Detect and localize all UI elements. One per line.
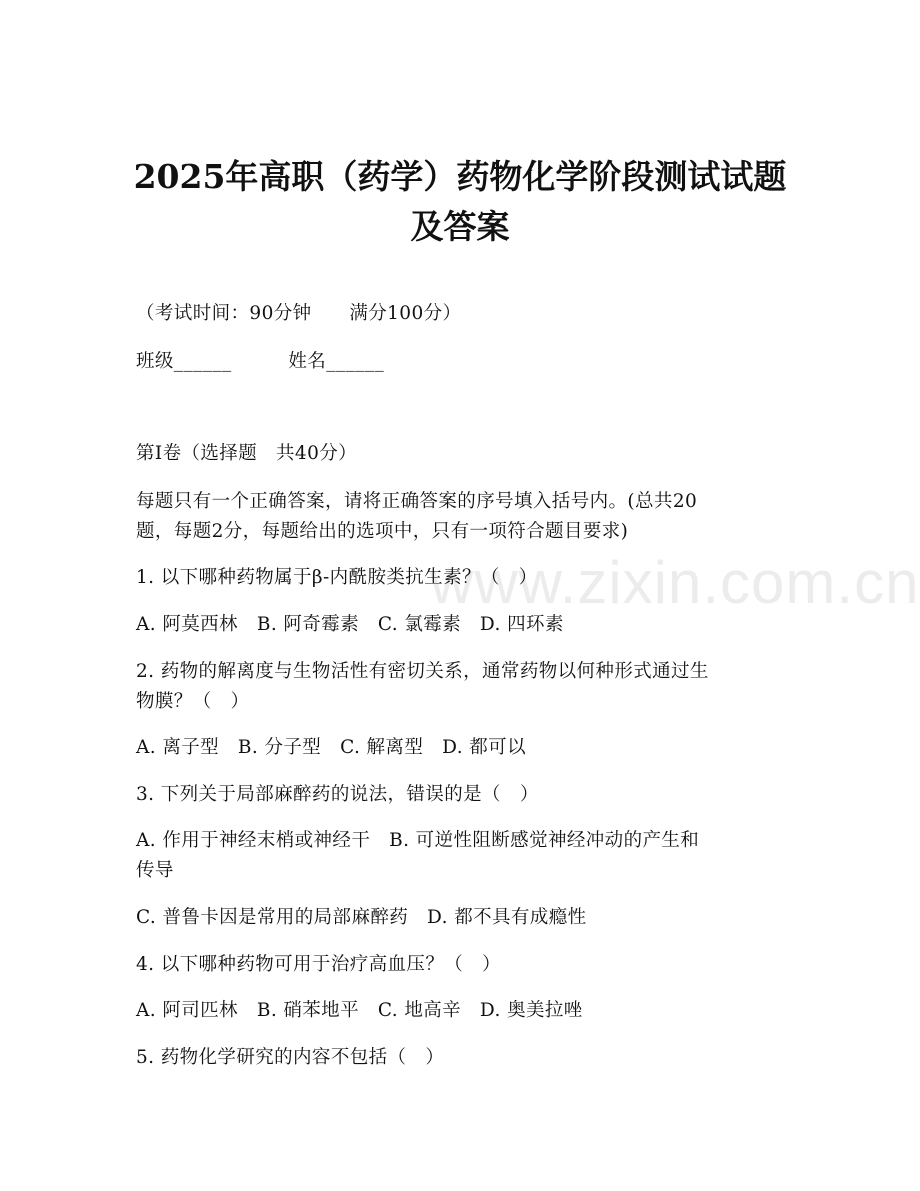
question-4-options: A. 阿司匹林 B. 硝苯地平 C. 地高辛 D. 奥美拉唑 — [136, 1000, 583, 1021]
question-2-stem-line-2: 物膜？（ ） — [136, 691, 250, 712]
question-2-stem-line-1: 2. 药物的解离度与生物活性有密切关系，通常药物以何种形式通过生 — [136, 661, 709, 682]
title-line-1: 2025年高职（药学）药物化学阶段测试试题 — [133, 157, 787, 196]
question-1-stem: 1. 以下哪种药物属于β-内酰胺类抗生素？（ ） — [136, 567, 538, 588]
question-3-options-line-3: C. 普鲁卡因是常用的局部麻醉药 D. 都不具有成瘾性 — [136, 907, 587, 928]
class-name-line: 班级______ 姓名______ — [136, 351, 385, 372]
watermark: www.zixin.com.cn — [430, 549, 920, 616]
question-5-stem: 5. 药物化学研究的内容不包括（ ） — [136, 1047, 445, 1068]
question-1-options: A. 阿莫西林 B. 阿奇霉素 C. 氯霉素 D. 四环素 — [136, 614, 564, 635]
section-title: 第Ⅰ卷（选择题 共40分） — [136, 443, 358, 464]
title-line-2: 及答案 — [410, 207, 510, 246]
exam-info: （考试时间：90分钟 满分100分） — [136, 303, 462, 324]
question-3-options-line-2: 传导 — [136, 860, 174, 881]
question-4-stem: 4. 以下哪种药物可用于治疗高血压？（ ） — [136, 954, 501, 975]
question-2-options: A. 离子型 B. 分子型 C. 解离型 D. 都可以 — [136, 737, 526, 758]
question-3-options-line-1: A. 作用于神经末梢或神经干 B. 可逆性阻断感觉神经冲动的产生和 — [136, 830, 700, 851]
instructions-line-2: 题，每题2分，每题给出的选项中，只有一项符合题目要求) — [136, 521, 629, 542]
instructions-line-1: 每题只有一个正确答案，请将正确答案的序号填入括号内。(总共20 — [136, 491, 698, 512]
question-3-stem: 3. 下列关于局部麻醉药的说法，错误的是（ ） — [136, 784, 539, 805]
